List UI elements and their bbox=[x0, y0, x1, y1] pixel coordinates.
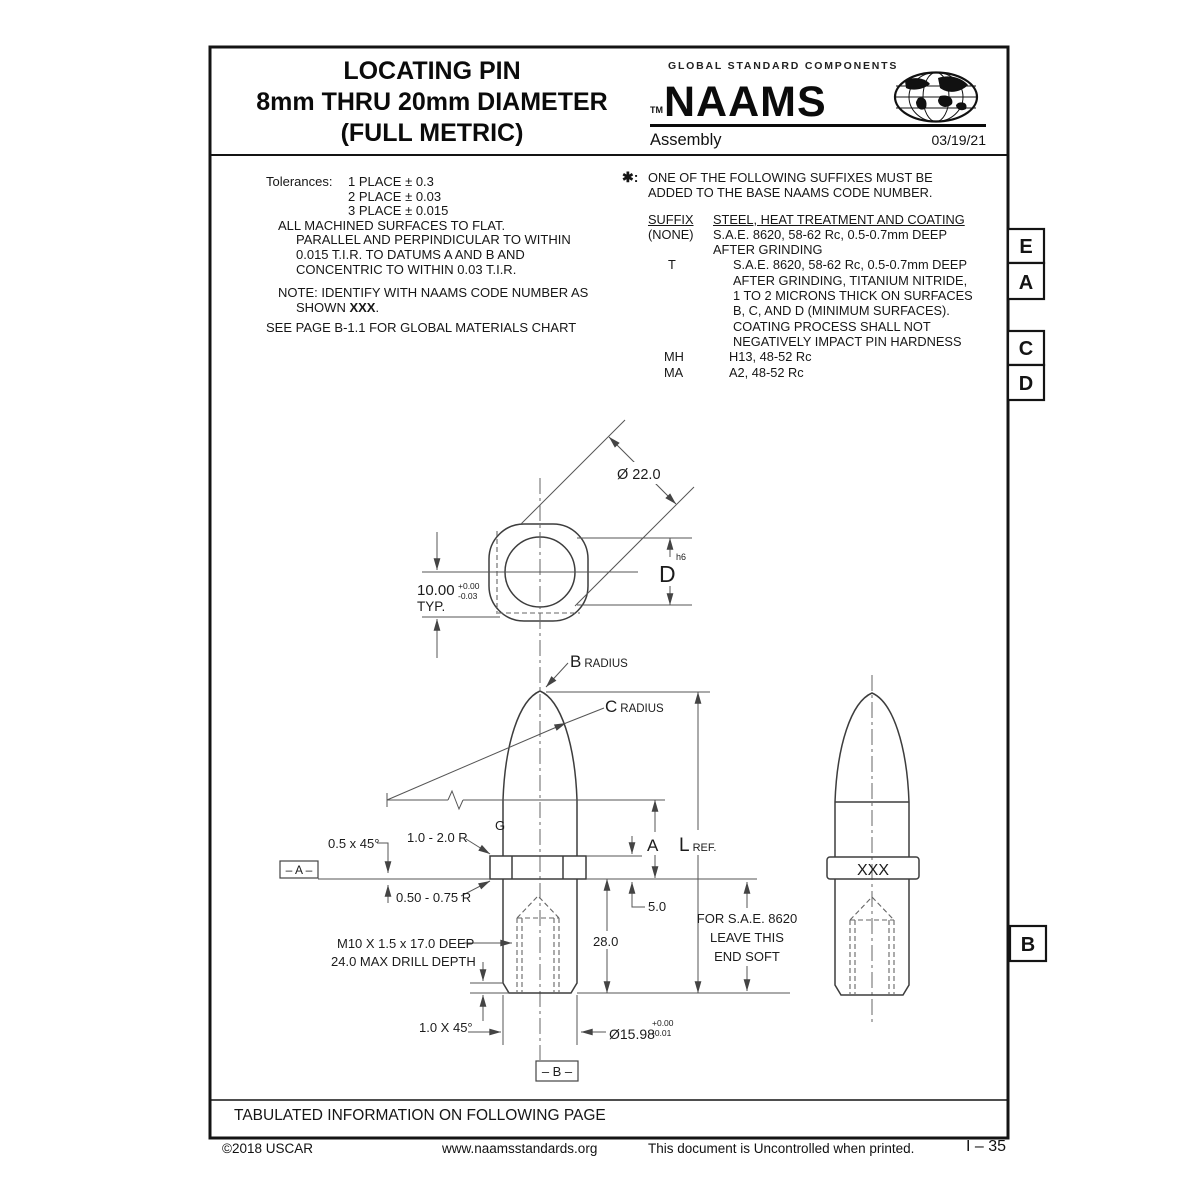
pin-diameter-fit: h6 bbox=[676, 552, 687, 562]
title-line-1: LOCATING PIN bbox=[343, 57, 521, 85]
uncontrolled-text: This document is Uncontrolled when printed. bbox=[648, 1141, 915, 1156]
flat-tol-plus: +0.00 bbox=[458, 581, 480, 591]
naams-code-mark: XXX bbox=[856, 862, 890, 879]
copyright-text: ©2018 USCAR bbox=[222, 1141, 313, 1156]
brand-division: Assembly bbox=[650, 131, 722, 149]
zone-letter-a: A bbox=[1018, 272, 1034, 294]
typ-label: TYP. bbox=[417, 599, 446, 614]
shank-tol-minus: -0.01 bbox=[652, 1028, 672, 1038]
flat-offset-dim: 10.00 bbox=[417, 582, 455, 599]
brand-tagline: GLOBAL STANDARD COMPONENTS bbox=[668, 60, 899, 72]
thread-spec-line2: 24.0 MAX DRILL DEPTH bbox=[331, 954, 476, 969]
dimension-texts bbox=[328, 467, 797, 1042]
machining-note-line1: ALL MACHINED SURFACES TO FLAT. bbox=[278, 217, 506, 233]
page-number: I – 35 bbox=[966, 1138, 1007, 1155]
tolerance-1-place: 1 PLACE ± 0.3 bbox=[348, 174, 434, 189]
c-radius-label: C RADIUS bbox=[605, 697, 664, 716]
pin-diameter-letter: D bbox=[659, 561, 676, 587]
suffix-intro-line1: ONE OF THE FOLLOWING SUFFIXES MUST BE bbox=[648, 170, 933, 185]
l-ref-label: LREF. bbox=[679, 835, 717, 856]
suffix-intro-line2: ADDED TO THE BASE NAAMS CODE NUMBER. bbox=[648, 185, 933, 201]
soft-end-note-line3: END SOFT bbox=[714, 949, 780, 964]
flange-thickness-dim: 5.0 bbox=[648, 899, 667, 914]
suffix-notes bbox=[622, 170, 973, 380]
tabulated-note: TABULATED INFORMATION ON FOLLOWING PAGE bbox=[234, 1107, 606, 1124]
title-line-3: (FULL METRIC) bbox=[340, 119, 524, 147]
asterisk-icon: ✱: bbox=[622, 169, 639, 185]
zone-letter-c: C bbox=[1018, 338, 1034, 360]
thread-spec-line1: M10 X 1.5 x 17.0 DEEP bbox=[337, 936, 475, 951]
g-surface-label: G bbox=[495, 818, 506, 833]
suffix-code: MH bbox=[664, 349, 684, 365]
front-view-thread-hidden bbox=[517, 896, 559, 992]
shank-diameter-dim: Ø15.98 bbox=[609, 1026, 655, 1042]
see-page-note: SEE PAGE B-1.1 FOR GLOBAL MATERIALS CHART bbox=[266, 320, 577, 336]
treatment-line: H13, 48-52 Rc bbox=[729, 349, 812, 365]
bottom-chamfer-dim: 1.0 X 45° bbox=[419, 1020, 473, 1035]
treatment-col-header: STEEL, HEAT TREATMENT AND COATING bbox=[713, 211, 965, 227]
identify-note-line1: NOTE: IDENTIFY WITH NAAMS CODE NUMBER AS bbox=[278, 285, 589, 301]
suffix-code: (NONE) bbox=[648, 226, 694, 242]
title-line-2: 8mm THRU 20mm DIAMETER bbox=[256, 88, 608, 116]
zone-letters bbox=[1019, 236, 1035, 956]
zone-letter-d: D bbox=[1018, 373, 1034, 395]
bottom-fillet-dim: 0.50 - 0.75 R bbox=[396, 890, 472, 905]
tolerance-notes bbox=[266, 175, 588, 336]
datum-b-flag: – B – bbox=[541, 1064, 573, 1079]
soft-end-note-line2: LEAVE THIS bbox=[710, 930, 784, 945]
treatment-line: COATING PROCESS SHALL NOT bbox=[733, 318, 931, 334]
treatment-line: B, C, AND D (MINIMUM SURFACES). bbox=[733, 303, 950, 319]
identify-note-line2: SHOWN XXX. bbox=[296, 299, 380, 315]
datum-a-flag: – A – bbox=[285, 863, 313, 877]
naams-brand-block bbox=[650, 60, 986, 150]
tolerances-label: Tolerances: bbox=[266, 174, 333, 189]
suffix-code: T bbox=[668, 257, 676, 273]
suffix-row-t bbox=[648, 257, 973, 349]
globe-spacer bbox=[835, 72, 919, 122]
a-height-letter: A bbox=[647, 836, 659, 855]
top-chamfer-dim: 0.5 x 45° bbox=[328, 836, 380, 851]
flange-front bbox=[490, 856, 586, 879]
treatment-line: AFTER GRINDING, TITANIUM NITRIDE, bbox=[733, 272, 968, 288]
flange-diameter-dim: Ø 22.0 bbox=[617, 467, 661, 483]
treatment-line: AFTER GRINDING bbox=[713, 242, 823, 258]
suffix-col-header: SUFFIX bbox=[648, 211, 694, 227]
brand-name: NAAMS bbox=[664, 78, 827, 126]
treatment-line: A2, 48-52 Rc bbox=[729, 364, 804, 380]
website-text: www.naamsstandards.org bbox=[442, 1141, 598, 1156]
suffix-table bbox=[648, 212, 973, 380]
zone-letter-b: B bbox=[1020, 934, 1036, 956]
treatment-line: S.A.E. 8620, 58-62 Rc, 0.5-0.7mm DEEP bbox=[713, 226, 948, 242]
suffix-row-mh bbox=[648, 349, 973, 364]
shank-tol-plus: +0.00 bbox=[652, 1018, 674, 1028]
tolerance-3-place: 3 PLACE ± 0.015 bbox=[348, 203, 449, 219]
treatment-line: NEGATIVELY IMPACT PIN HARDNESS bbox=[733, 333, 962, 349]
machining-note-line2: PARALLEL AND PERPINDICULAR TO WITHIN bbox=[296, 232, 571, 248]
suffix-row-none bbox=[648, 227, 973, 258]
sheet-title bbox=[232, 56, 632, 149]
soft-end-note-line1: FOR S.A.E. 8620 bbox=[696, 911, 798, 926]
naams-logo bbox=[650, 72, 986, 127]
front-view-outline bbox=[490, 691, 586, 993]
top-fillet-dim: 1.0 - 2.0 R bbox=[407, 830, 468, 845]
shank-length-dim: 28.0 bbox=[593, 934, 619, 949]
treatment-line: S.A.E. 8620, 58-62 Rc, 0.5-0.7mm DEEP bbox=[733, 257, 968, 273]
treatment-line: 1 TO 2 MICRONS THICK ON SURFACES bbox=[733, 288, 973, 304]
b-radius-label: B RADIUS bbox=[570, 652, 628, 671]
tolerance-2-place: 2 PLACE ± 0.03 bbox=[348, 188, 442, 204]
zone-letter-e: E bbox=[1019, 236, 1033, 258]
revision-date: 03/19/21 bbox=[931, 132, 986, 148]
code-placeholder: XXX bbox=[349, 299, 376, 315]
suffix-row-ma bbox=[648, 365, 973, 380]
flat-tol-minus: -0.03 bbox=[458, 591, 478, 601]
machining-note-line3: 0.015 T.I.R. TO DATUMS A AND B AND bbox=[296, 246, 525, 262]
trademark-label: TM bbox=[650, 105, 663, 115]
suffix-code: MA bbox=[664, 364, 684, 380]
machining-note-line4: CONCENTRIC TO WITHIN 0.03 T.I.R. bbox=[296, 261, 517, 277]
side-view-outline bbox=[827, 693, 919, 995]
centerlines bbox=[540, 478, 872, 1060]
